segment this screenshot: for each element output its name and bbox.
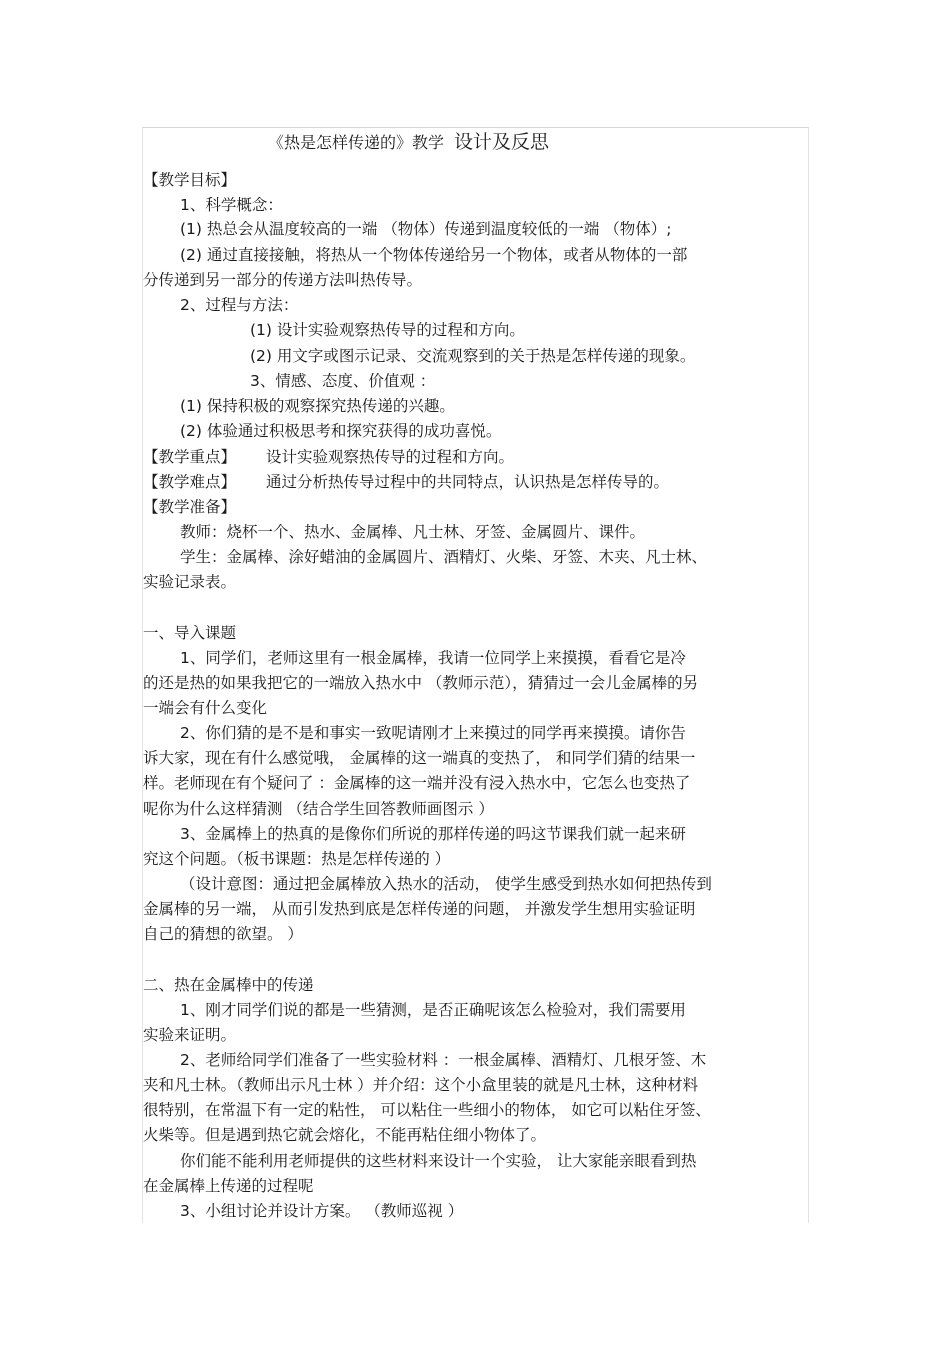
paragraph-line: 1、同学们，老师这里有一根金属棒，我请一位同学上来摸摸，看看它是冷	[180, 649, 686, 667]
paragraph-line: 样。老师现在有个疑问了 ：金属棒的这一端并没有浸入热水中，它怎么也变热了	[143, 774, 691, 792]
difficulty-row	[143, 472, 669, 492]
paragraph-line: 自己的猜想的欲望。 ）	[143, 925, 303, 943]
heading-objectives: 【教学目标】	[143, 171, 237, 189]
paragraph-line: 3、金属棒上的热真的是像你们所说的那样传递的吗这节课我们就一起来研	[180, 825, 686, 843]
paragraph-line: (2) 体验通过积极思考和探究获得的成功喜悦。	[180, 422, 502, 440]
paragraph-line: (1) 热总会从温度较高的一端 （物体）传递到温度较低的一端 （物体）;	[180, 220, 672, 238]
paragraph-line: 在金属棒上传递的过程呢	[143, 1177, 314, 1195]
paragraph-line: 1、刚才同学们说的都是一些猜测，是否正确呢该怎么检验对，我们需要用	[180, 1001, 686, 1019]
document-title	[268, 131, 549, 154]
section-heading-2: 二、热在金属棒中的传递	[143, 976, 314, 994]
paragraph-line: 呢你为什么这样猜测 （结合学生回答教师画图示 ）	[143, 800, 494, 818]
paragraph-line: 教师：烧杯一个、热水、金属棒、凡士林、牙签、金属圆片、课件。	[180, 523, 646, 541]
paragraph-line: (1) 设计实验观察热传导的过程和方向。	[250, 321, 525, 339]
heading-key-point: 【教学重点】	[143, 448, 237, 466]
paragraph-line: 一端会有什么变化	[143, 699, 268, 717]
paragraph-line: 诉大家，现在有什么感觉哦， 金属棒的这一端真的变热了， 和同学们猜的结果一	[143, 749, 696, 767]
paragraph-line: 3、情感、态度、价值观 ：	[250, 372, 436, 390]
paragraph-line: 2、过程与方法：	[180, 296, 299, 314]
paragraph-line: (1) 保持积极的观察探究热传递的兴趣。	[180, 397, 455, 415]
paragraph-line: 很特别，在常温下有一定的粘性， 可以粘住一些细小的物体， 如它可以粘住牙签、	[143, 1101, 711, 1119]
key-point-text: 设计实验观察热传导的过程和方向。	[266, 448, 515, 466]
heading-difficulty: 【教学难点】	[143, 473, 237, 491]
paragraph-line: (2) 用文字或图示记录、交流观察到的关于热是怎样传递的现象。	[250, 347, 696, 365]
paragraph-line: 1、科学概念：	[180, 196, 283, 214]
paragraph-line: 实验记录表。	[143, 573, 237, 591]
title-part-1: 《热是怎样传递的》教学	[268, 133, 445, 152]
paragraph-line: 夹和凡士林。（教师出示凡士林 ）并介绍：这个小盒里装的就是凡士林，这种材料	[143, 1076, 699, 1094]
paragraph-line: （设计意图：通过把金属棒放入热水的活动， 使学生感受到热水如何把热传到	[180, 875, 712, 893]
paragraph-line: 金属棒的另一端， 从而引发热到底是怎样传递的问题， 并激发学生想用实验证明	[143, 900, 696, 918]
key-point-row	[143, 447, 514, 467]
heading-preparation: 【教学准备】	[143, 498, 237, 516]
paragraph-line: 3、小组讨论并设计方案。 （教师巡视 ）	[180, 1202, 464, 1220]
paragraph-line: 分传递到另一部分的传递方法叫热传导。	[143, 271, 423, 289]
paragraph-line: 2、你们猜的是不是和事实一致呢请刚才上来摸过的同学再来摸摸。请你告	[180, 724, 686, 742]
paragraph-line: 的还是热的如果我把它的一端放入热水中 （教师示范），猜猜过一会儿金属棒的另	[143, 674, 699, 692]
title-part-2: 设计及反思	[454, 131, 550, 153]
section-heading-1: 一、导入课题	[143, 624, 237, 642]
paragraph-line: 学生：金属棒、涂好蜡油的金属圆片、酒精灯、火柴、牙签、木夹、凡士林、	[180, 548, 708, 566]
paragraph-line: 火柴等。但是遇到热它就会熔化，不能再粘住细小物体了。	[143, 1126, 547, 1144]
paragraph-line: 实验来证明。	[143, 1026, 237, 1044]
paragraph-line: (2) 通过直接接触，将热从一个物体传递给另一个物体，或者从物体的一部	[180, 246, 688, 264]
difficulty-text: 通过分析热传导过程中的共同特点，认识热是怎样传导的。	[266, 473, 670, 491]
paragraph-line: 2、老师给同学们准备了一些实验材料 ：一根金属棒、酒精灯、几根牙签、木	[180, 1051, 707, 1069]
paragraph-line: 究这个问题。（板书课题：热是怎样传递的 ）	[143, 850, 451, 868]
paragraph-line: 你们能不能利用老师提供的这些材料来设计一个实验， 让大家能亲眼看到热	[180, 1152, 697, 1170]
